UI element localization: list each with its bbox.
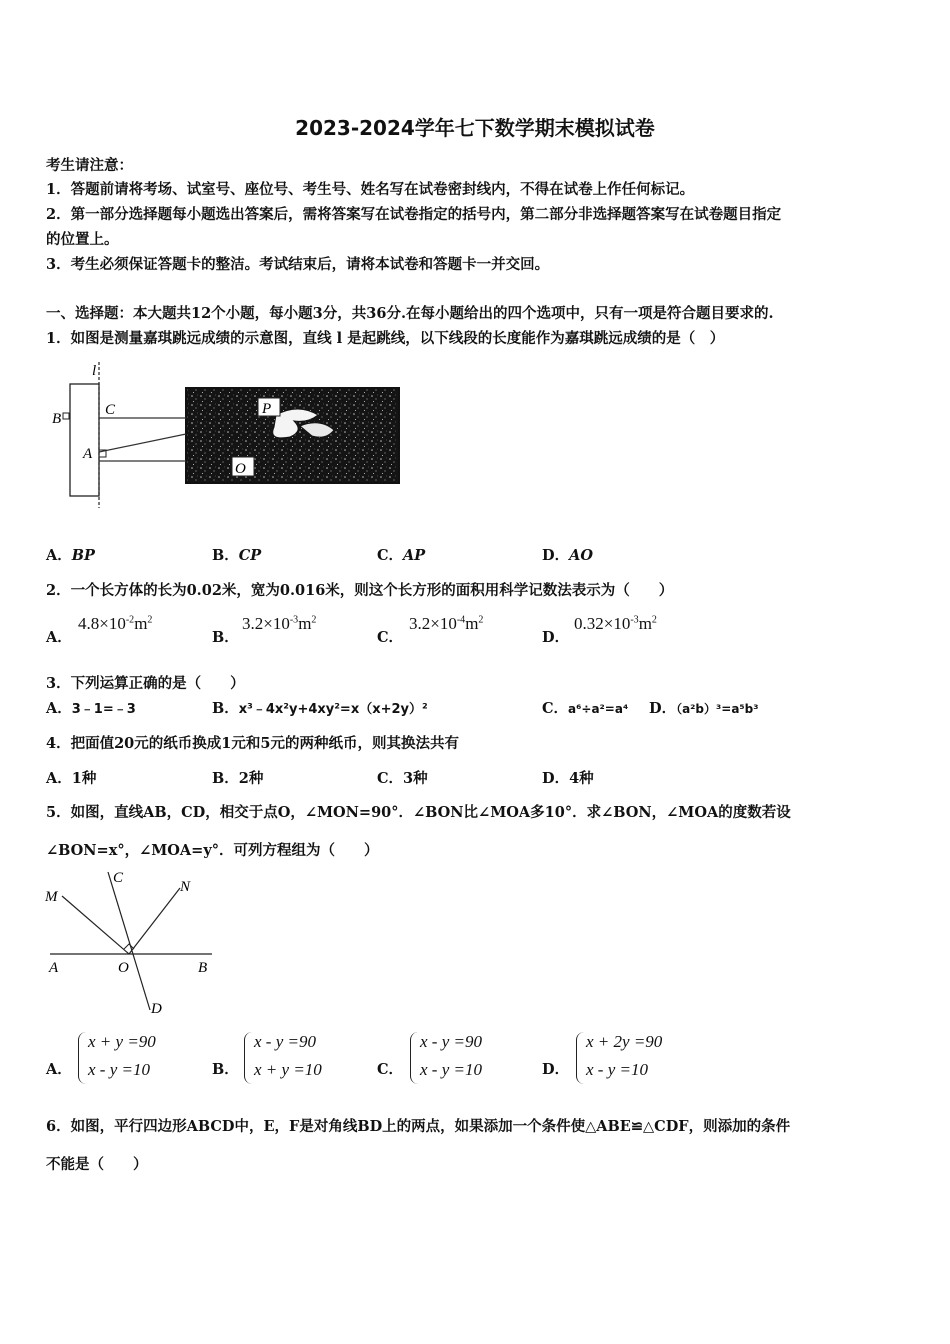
q2-option-d-letter: D．	[542, 629, 570, 646]
q2-option-d-value: $0.32\times 10^{-3}m^2$	[574, 614, 657, 633]
q5-option-d-system: x + 2y =90 x - y =10	[576, 1032, 696, 1086]
q4-option-a: A．1种	[46, 770, 97, 787]
question-5-stem: 5．如图，直线AB，CD，相交于点O，∠MON=90°．∠BON比∠MOA多10°．求∠BON，∠MOA的度数若设	[46, 804, 791, 821]
q5-option-c-letter: C．	[377, 1061, 404, 1078]
q3-option-b: B．x³﹣4x²y+4xy²=x（x+2y）²	[212, 700, 428, 717]
label-c: C	[105, 402, 116, 418]
q5-option-b-letter: B．	[212, 1061, 239, 1078]
ray-om	[62, 896, 129, 954]
label-d: D	[151, 1001, 162, 1016]
page-title: 2023-2024学年七下数学期末模拟试卷	[295, 116, 655, 140]
label-a: A	[83, 446, 93, 462]
label-l: l	[92, 363, 97, 379]
notice-item: 的位置上。	[46, 231, 119, 248]
long-jump-figure	[46, 358, 406, 512]
question-1-stem: 1．如图是测量嘉琪跳远成绩的示意图，直线 l 是起跳线，以下线段的长度能作为嘉琪跳远成绩的是（ ）	[46, 330, 725, 347]
segment-ap	[99, 434, 186, 452]
q2-option-b-value: $3.2\times 10^{-3}m^2$	[242, 614, 317, 633]
q3-option-c: C．a⁶÷a²=a⁴	[542, 700, 629, 717]
q1-option-b: B．CP	[212, 547, 262, 564]
notice-item: 3．考生必须保证答题卡的整洁。考试结束后，请将本试卷和答题卡一并交回。	[46, 256, 550, 273]
q1-option-d: D．AO	[542, 547, 593, 564]
question-6-stem: 6．如图，平行四边形ABCD中，E，F是对角线BD上的两点，如果添加一个条件使△ABE≌△CDF，则添加的条件	[46, 1118, 791, 1135]
notice-heading: 考生请注意：	[46, 157, 133, 174]
angle-figure	[40, 866, 220, 1016]
q2-option-c-value: $3.2\times 10^{-4}m^2$	[409, 614, 484, 633]
q4-option-d: D．4种	[542, 770, 594, 787]
q2-option-a-letter: A．	[46, 629, 72, 646]
q2-option-a-value: $4.8\times 10^{-2}m^2$	[78, 614, 153, 633]
q2-option-c-letter: C．	[377, 629, 404, 646]
label-b: B	[52, 411, 62, 427]
q3-option-a: A．3﹣1=﹣3	[46, 700, 136, 717]
q5-option-d-letter: D．	[542, 1061, 570, 1078]
label-a: A	[49, 960, 59, 976]
ray-on	[129, 888, 180, 954]
notice-item: 2．第一部分选择题每小题选出答案后，需将答案写在试卷指定的括号内，第二部分非选择题答案写在试卷题目指定	[46, 206, 782, 223]
q5-option-a-system: x + y =90 x - y =10	[78, 1032, 188, 1086]
label-p: P	[262, 401, 272, 417]
q4-option-c: C．3种	[377, 770, 428, 787]
q5-option-b-system: x - y =90 x + y =10	[244, 1032, 354, 1086]
board	[70, 384, 99, 496]
label-o: O	[235, 461, 246, 477]
question-2-stem: 2．一个长方体的长为0.02米，宽为0.016米，则这个长方形的面积用科学记数法表示为（ ）	[46, 582, 674, 599]
label-c: C	[113, 870, 124, 886]
q5-option-c-system: x - y =90 x - y =10	[410, 1032, 520, 1086]
q1-option-c: C．AP	[377, 547, 426, 564]
label-n: N	[180, 879, 191, 895]
q4-option-b: B．2种	[212, 770, 264, 787]
q1-option-a: A．BP	[46, 547, 95, 564]
label-m: M	[45, 889, 58, 905]
notice-item: 1．答题前请将考场、试室号、座位号、考生号、姓名写在试卷密封线内，不得在试卷上作任何标记。	[46, 181, 695, 198]
label-b: B	[198, 960, 208, 976]
q2-option-b-letter: B．	[212, 629, 239, 646]
q3-option-d: D．（a²b）³=a⁵b³	[649, 700, 759, 717]
section-heading: 一、选择题：本大题共12个小题，每小题3分，共36分.在每小题给出的四个选项中，只有一项是符合题目要求的.	[46, 305, 774, 322]
question-3-stem: 3．下列运算正确的是（ ）	[46, 675, 245, 692]
label-o: O	[118, 960, 129, 976]
question-4-stem: 4．把面值20元的纸币换成1元和5元的两种纸币，则其换法共有	[46, 735, 459, 752]
question-5-stem-cont: ∠BON=x°，∠MOA=y°．可列方程组为（ ）	[46, 842, 379, 859]
question-6-stem-cont: 不能是（ ）	[46, 1156, 148, 1173]
q5-option-a-letter: A．	[46, 1061, 72, 1078]
